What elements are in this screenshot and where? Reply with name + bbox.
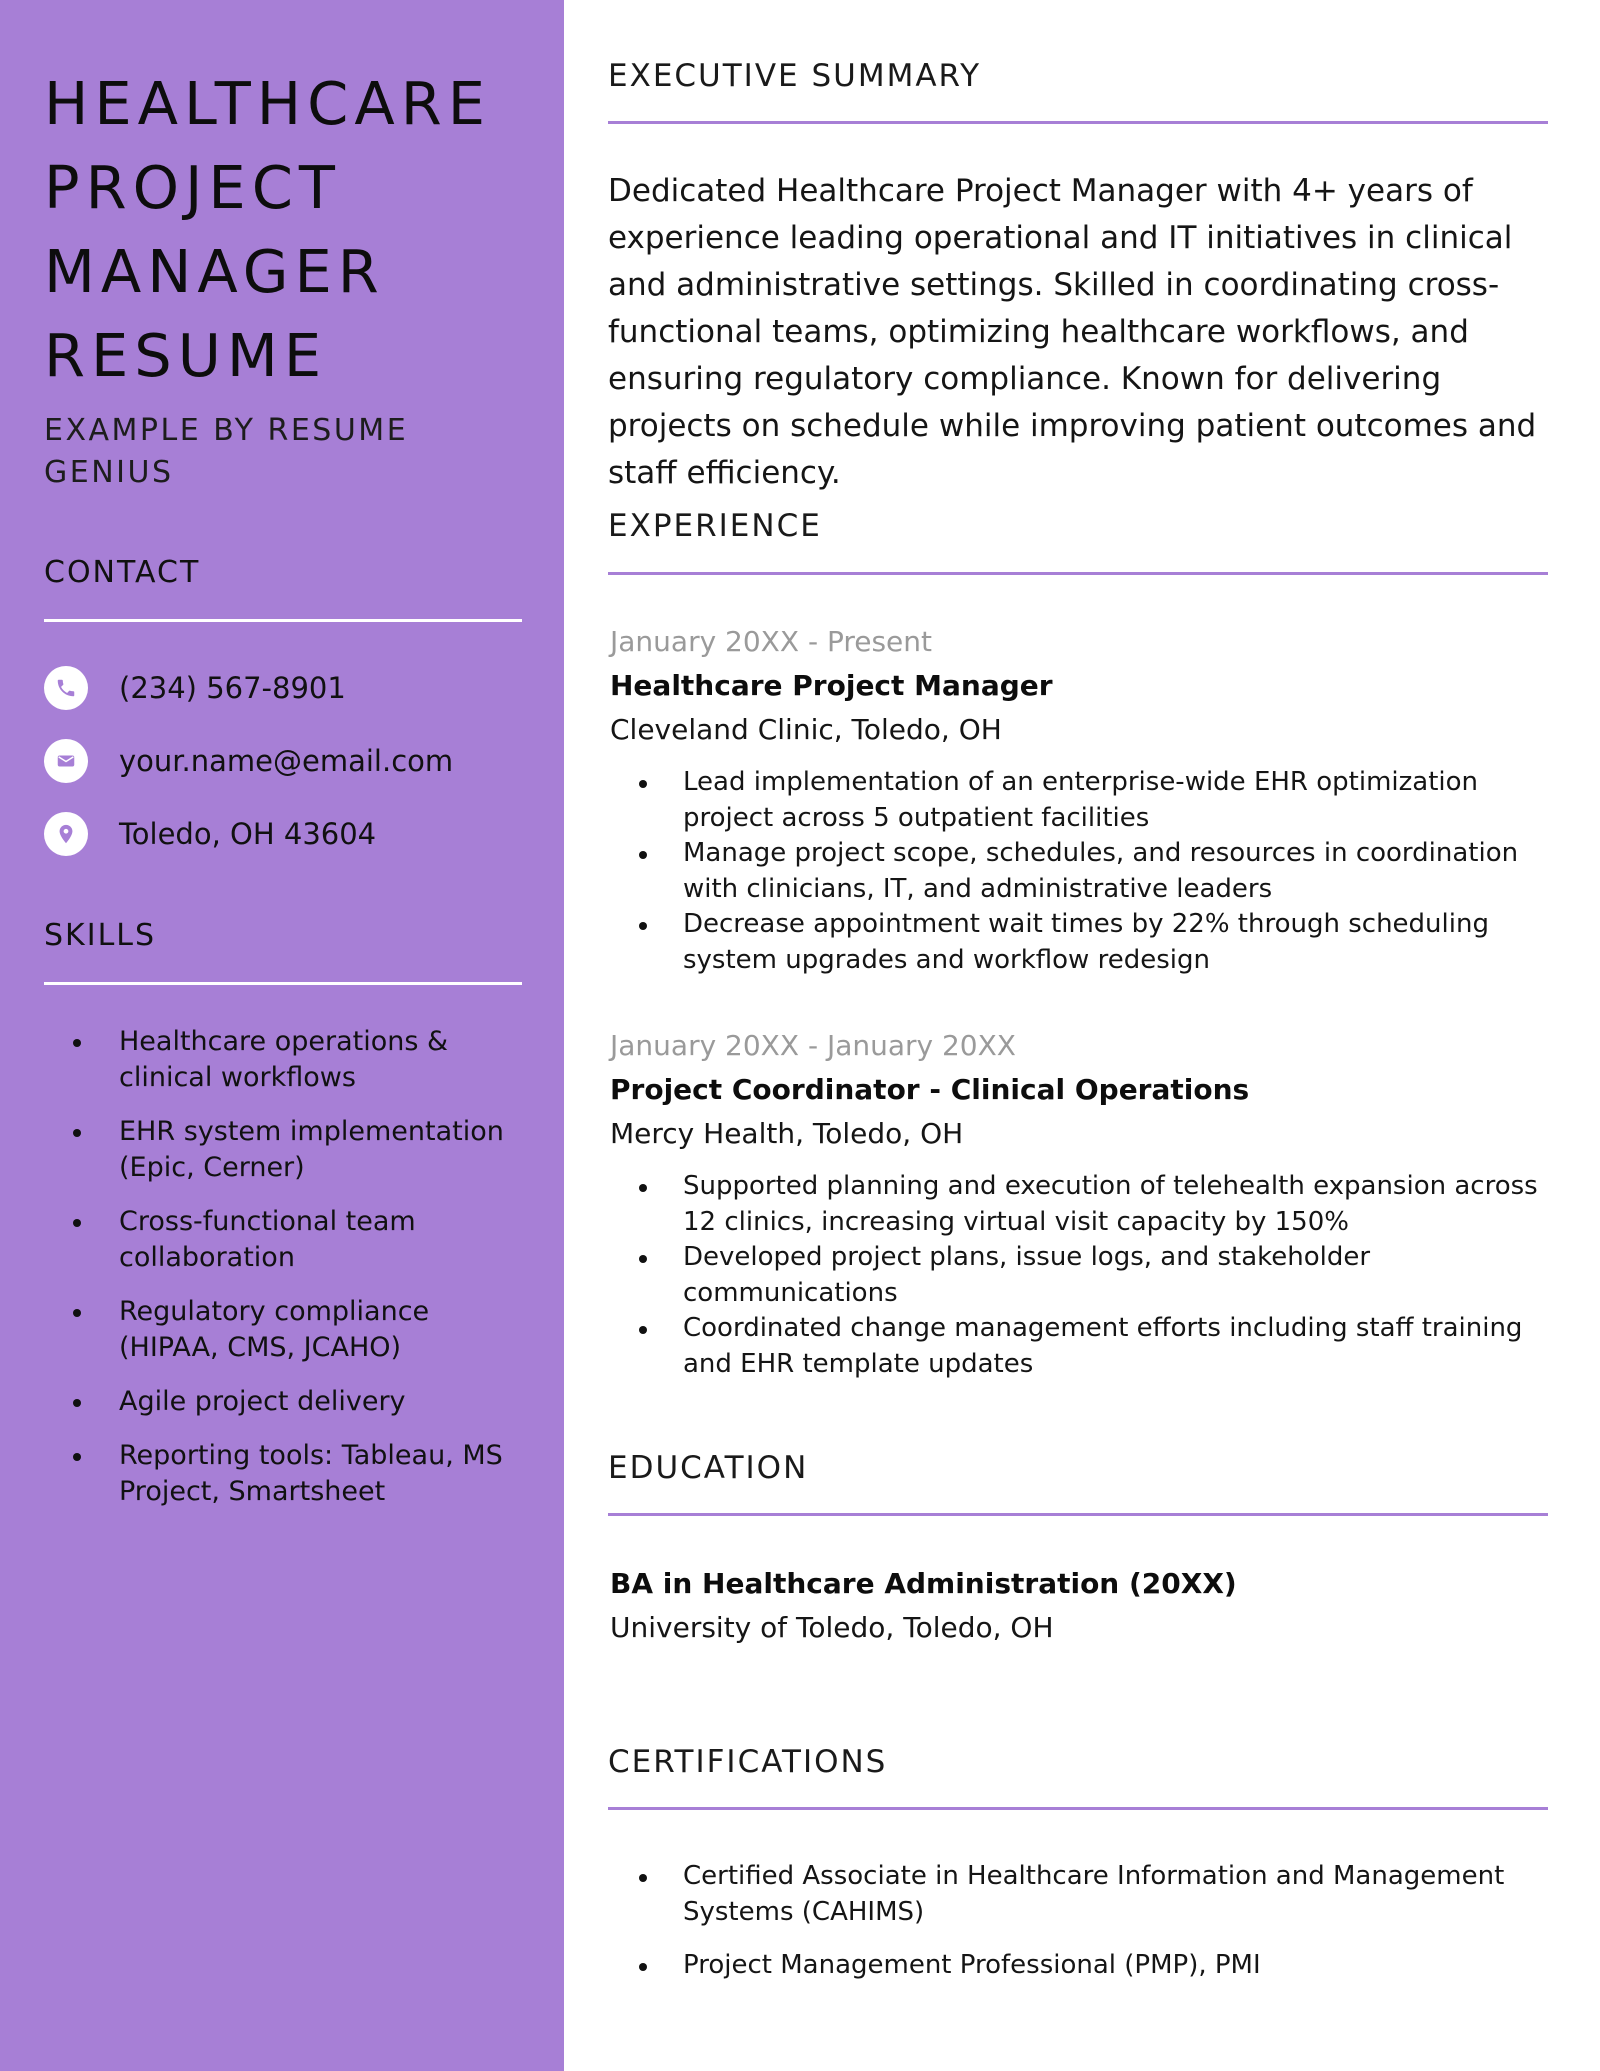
job-dates: January 20XX - January 20XX (610, 1029, 1016, 1062)
summary-text: Dedicated Healthcare Project Manager with 4+ years of experience leading operational and IT initiatives in clinical and administrative settings. Skilled in coordinating cross-functional teams, optimizing healthcare workflows, and ensuring regulatory compliance. Known for delivering projects on schedule while improving patient outcomes and staff efficiency. (608, 173, 1537, 491)
title-line: PROJECT (44, 153, 341, 222)
job-bullet-text: Decrease appointment wait times by 22% through scheduling system upgrades and workflow redesign (683, 909, 1489, 975)
map-pin-icon (44, 812, 88, 856)
certification-text: Project Management Professional (PMP), PMI (683, 1950, 1261, 1980)
experience-divider (608, 572, 1548, 575)
job-bullet (610, 836, 1570, 907)
job-bullet (610, 907, 1570, 978)
job-company: Mercy Health, Toledo, OH (610, 1117, 964, 1150)
skill-text: EHR system implementation (Epic, Cerner) (119, 1116, 504, 1183)
contact-location-row (44, 812, 376, 856)
bullet-dot (73, 1219, 81, 1227)
skill-text: Agile project delivery (119, 1386, 406, 1417)
certification-item (610, 1948, 1570, 1984)
job-bullet (610, 1169, 1570, 1240)
title-line: MANAGER (44, 237, 385, 306)
bullet-dot (73, 1309, 81, 1317)
skills-list (44, 1024, 534, 1528)
skill-text: Regulatory compliance (HIPAA, CMS, JCAHO) (119, 1296, 430, 1363)
resume-title (44, 62, 491, 398)
bullet-dot (639, 1326, 647, 1334)
contact-email: your.name@email.com (119, 744, 454, 778)
skill-item (44, 1024, 534, 1096)
skill-text: Cross-functional team collaboration (119, 1206, 416, 1273)
skill-item (44, 1438, 534, 1510)
job-dates: January 20XX - Present (610, 625, 932, 658)
certification-item (610, 1859, 1570, 1930)
contact-heading: CONTACT (44, 555, 201, 590)
job-bullets (610, 1169, 1570, 1382)
certifications-section (610, 1859, 1570, 2002)
education-school: University of Toledo, Toledo, OH (610, 1611, 1054, 1644)
certification-text: Certified Associate in Healthcare Information and Management Systems (CAHIMS) (683, 1861, 1505, 1927)
skill-text: Healthcare operations & clinical workflows (119, 1026, 449, 1093)
certifications-list (610, 1859, 1570, 1984)
job-entry (610, 1024, 1570, 1382)
job-bullet-text: Lead implementation of an enterprise-wide EHR optimization project across 5 outpatient facilities (683, 767, 1479, 833)
certifications-heading: CERTIFICATIONS (608, 1744, 888, 1780)
experience-heading: EXPERIENCE (608, 508, 822, 544)
title-line: HEALTHCARE (44, 69, 491, 138)
education-degree: BA in Healthcare Administration (20XX) (610, 1567, 1237, 1600)
contact-phone-row (44, 666, 346, 710)
job-bullet (610, 1311, 1570, 1382)
phone-icon (44, 666, 88, 710)
job-bullets (610, 765, 1570, 978)
summary-divider (608, 121, 1548, 124)
education-heading: EDUCATION (608, 1450, 809, 1486)
skills-divider (44, 982, 522, 985)
summary-heading: EXECUTIVE SUMMARY (608, 58, 982, 94)
job-bullet-text: Coordinated change management efforts including staff training and EHR template updates (683, 1313, 1523, 1379)
education-entry (610, 1562, 1570, 1650)
skill-item (44, 1294, 534, 1366)
job-bullet-text: Manage project scope, schedules, and resources in coordination with clinicians, IT, and administrative leaders (683, 838, 1519, 904)
job-bullet-text: Supported planning and execution of telehealth expansion across 12 clinics, increasing virtual visit capacity by 150% (683, 1171, 1538, 1237)
bullet-dot (639, 1184, 647, 1192)
education-divider (608, 1513, 1548, 1516)
contact-email-row (44, 739, 453, 783)
envelope-icon (44, 739, 88, 783)
bullet-dot (73, 1453, 81, 1461)
title-line: RESUME (44, 321, 328, 390)
skill-item (44, 1114, 534, 1186)
skill-item (44, 1204, 534, 1276)
job-title: Healthcare Project Manager (610, 669, 1053, 702)
contact-divider (44, 619, 522, 622)
bullet-dot (73, 1039, 81, 1047)
contact-phone: (234) 567-8901 (119, 671, 346, 705)
certifications-divider (608, 1807, 1548, 1810)
bullet-dot (639, 1963, 647, 1971)
job-entry (610, 620, 1570, 978)
contact-location: Toledo, OH 43604 (119, 817, 377, 851)
job-bullet (610, 1240, 1570, 1311)
resume-subtitle: EXAMPLE BY RESUME GENIUS (44, 413, 409, 490)
job-company: Cleveland Clinic, Toledo, OH (610, 713, 1002, 746)
skill-item (44, 1384, 534, 1420)
skill-text: Reporting tools: Tableau, MS Project, Smartsheet (119, 1440, 503, 1507)
bullet-dot (73, 1129, 81, 1137)
bullet-dot (639, 922, 647, 930)
skills-heading: SKILLS (44, 918, 157, 953)
bullet-dot (73, 1399, 81, 1407)
bullet-dot (639, 1874, 647, 1882)
main-content (564, 0, 1600, 2071)
job-bullet (610, 765, 1570, 836)
sidebar (0, 0, 564, 2071)
bullet-dot (639, 780, 647, 788)
bullet-dot (639, 851, 647, 859)
job-bullet-text: Developed project plans, issue logs, and stakeholder communications (683, 1242, 1371, 1308)
job-title: Project Coordinator - Clinical Operations (610, 1073, 1250, 1106)
bullet-dot (639, 1255, 647, 1263)
